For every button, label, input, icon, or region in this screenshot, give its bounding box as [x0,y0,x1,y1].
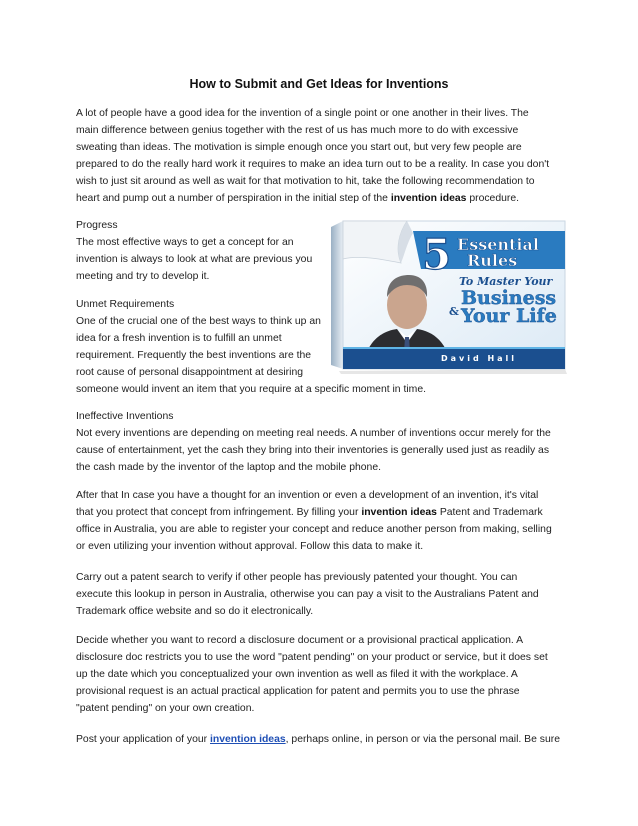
text-line: disclosure doc restricts you to use the word "patent pending" on your product or service, but it does set [76,651,548,663]
text-line: main difference between genius together with the rest of us has much more to do with excessive [76,124,519,136]
book-number-5: 5 [422,230,452,279]
text-line: Trademark office website and so do it electronically. [76,605,314,617]
text-span: , perhaps online, in person or via the personal mail. Be sure [285,734,560,745]
text-line: prepared to do the really hard work it requires to make an idea turn out to be a reality. In case you don't [76,158,550,170]
text-line: Not every inventions are depending on meeting real needs. A number of inventions occur merely for the [76,427,551,439]
text-line [76,732,560,749]
text-line: Carry out a patent search to verify if other people has previously patented your thought. You can [76,572,518,583]
invention-ideas-link[interactable]: invention ideas [210,734,286,745]
text-line: A lot of people have a good idea for the invention of a single point or one another in their lives. The [76,108,529,119]
text-line: office in Australia, you are able to register your concept and reduce another person from making, selling [76,523,552,535]
disclosure-paragraph [76,633,548,718]
post-paragraph [76,732,560,749]
text-line: After that In case you have a thought for an invention or even a development of an invention, it's vital [76,490,539,501]
text-line: someone would invent an item that you require at a specific moment in time. [76,383,426,395]
text-line: One of the crucial one of the best ways to think up an [76,315,321,327]
progress-section [76,218,312,286]
text-line: up the date which you conceptualized your own invention as well as filed it with the workplace. A [76,668,518,680]
document-title: How to Submit and Get Ideas for Inventions [189,77,449,91]
keyword-bold: invention ideas [361,506,437,518]
book-subtitle-to-master: To Master Your [459,275,553,288]
text-line: invention is always to look at what are previous you [76,253,313,265]
text-line: Decide whether you want to record a disclosure document or a provisional practical application. A [76,635,524,646]
text-line: meeting and try to develop it. [76,270,210,282]
text-line: root cause of personal disappointment at desiring [76,366,304,378]
book-title-rules: Rules [467,251,518,270]
text-span: that you protect that concept from infringement. By filling your [76,506,362,518]
text-line: provisional request is an actual practical application for patent and permits you to use the phrase [76,685,520,697]
text-span: procedure. [466,192,520,204]
text-span: Post your application of your [76,734,210,745]
text-line [76,505,552,522]
section-heading: Progress [76,220,118,231]
ineffective-section [76,409,551,477]
intro-paragraph [76,106,549,207]
book-subtitle-amp: & [449,305,459,318]
text-line [76,191,549,208]
text-line: the cash made by the inventor of the laptop and the mobile phone. [76,461,382,473]
protect-paragraph [76,488,552,556]
section-heading: Ineffective Inventions [76,411,174,422]
section-heading: Unmet Requirements [76,299,175,310]
text-line: or even utilizing your invention without approval. Follow this data to make it. [76,540,424,552]
search-paragraph [76,570,539,621]
text-span: Patent and Trademark [436,506,543,518]
text-line: "patent pending" on your own creation. [76,702,255,714]
text-line: The most effective ways to get a concept for an [76,236,294,248]
text-line: cause of entertainment, yet the cash they bring into their inventories is generally used just as readily as [76,444,550,456]
book-subtitle-business: Business [461,287,557,309]
text-line: idea for a fresh invention is to fulfill an unmet [76,332,282,344]
text-line: execute this lookup in person in Australia, otherwise you can pay a visit to the Australians Patent and [76,588,539,600]
text-line: requirement. Frequently the best inventions are the [76,349,312,361]
keyword-bold: invention ideas [390,192,467,204]
book-author: David Hall [440,354,518,363]
book-cover-image [329,219,567,374]
book-title-essential: Essential [457,235,539,254]
text-span: heart and pump out a number of perspiration in the initial step of the [76,192,391,204]
book-subtitle-your-life: Your Life [461,305,557,327]
text-line: sweating than ideas. The motivation is simple enough once you start out, but very few people are [76,141,522,153]
text-line: wish to just sit around as well as wait for that motivation to hit, take the following recommendation to [76,175,535,187]
